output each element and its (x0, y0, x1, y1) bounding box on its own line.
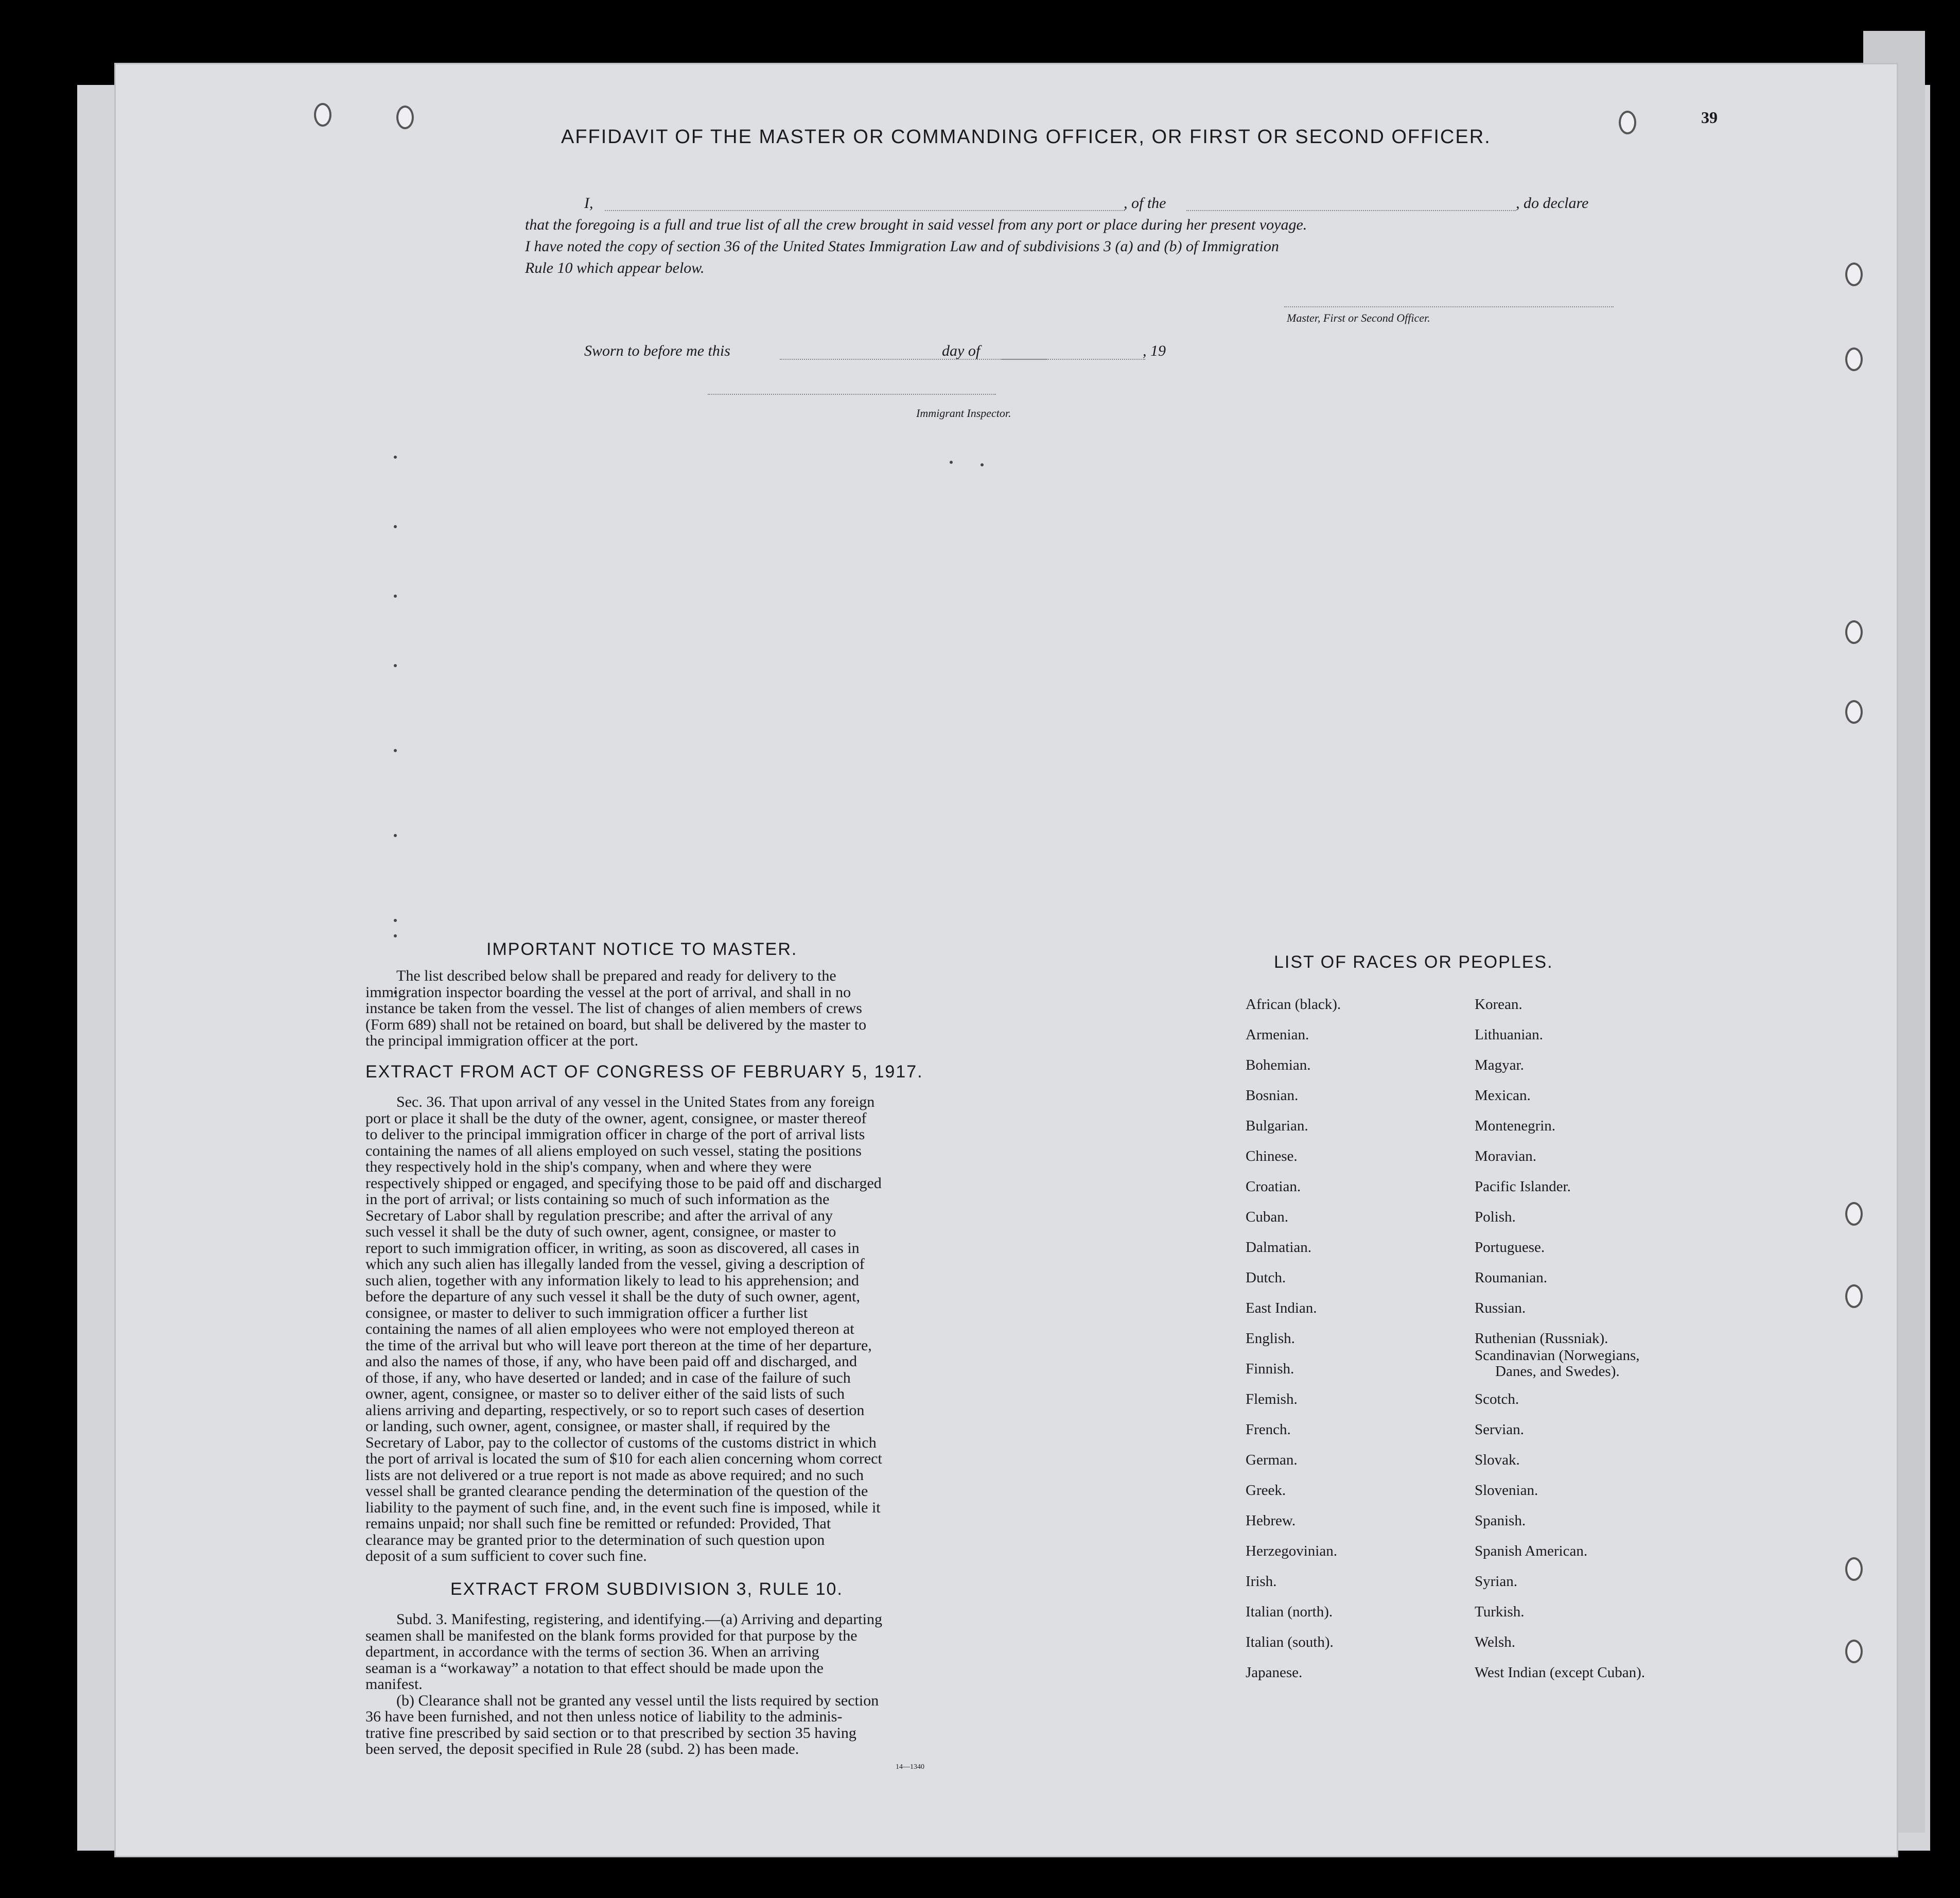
race-item: Slovak. (1475, 1452, 1520, 1468)
act-line: such alien, together with any information likely to lead to his apprehension; and (365, 1272, 859, 1289)
affidavit-i-label: I, (584, 195, 593, 212)
punch-hole (1845, 1557, 1863, 1581)
act-line: they respectively hold in the ship's company, when and where they were (365, 1158, 812, 1175)
race-item: West Indian (except Cuban). (1475, 1664, 1646, 1681)
notice-paragraph (365, 968, 960, 1049)
rule-line: 36 have been furnished, and not then unless notice of liability to the adminis- (365, 1708, 843, 1725)
race-item: Welsh. (1475, 1634, 1516, 1650)
race-item: Mexican. (1475, 1087, 1531, 1104)
race-item: Korean. (1475, 996, 1522, 1013)
race-item: French. (1246, 1421, 1291, 1438)
speck (394, 664, 397, 667)
act-extract-paragraph (365, 1094, 960, 1564)
master-signature-label: Master, First or Second Officer. (1287, 311, 1430, 324)
affidavit-declare-label: , do declare (1516, 195, 1589, 212)
race-item: African (black). (1246, 996, 1341, 1013)
race-item: Pacific Islander. (1475, 1178, 1571, 1195)
notice-line: (Form 689) shall not be retained on board, but shall be delivered by the master to (365, 1016, 867, 1033)
punch-hole (1845, 1640, 1863, 1663)
affidavit-title: AFFIDAVIT OF THE MASTER OR COMMANDING OFFICER, OR FIRST OR SECOND OFFICER. (561, 126, 1491, 148)
race-item: Roumanian. (1475, 1269, 1547, 1286)
race-item: Ruthenian (Russniak). (1475, 1330, 1608, 1347)
race-item: German. (1246, 1452, 1298, 1468)
race-item: Greek. (1246, 1482, 1286, 1499)
notice-line: instance be taken from the vessel. The list of changes of alien members of crews (365, 1000, 862, 1017)
punch-hole (314, 103, 331, 127)
speck (394, 834, 397, 837)
race-item: Scotch. (1475, 1391, 1519, 1407)
punch-hole (1845, 263, 1863, 286)
page-number: 39 (1701, 108, 1718, 127)
speck (394, 749, 397, 752)
race-item: Bosnian. (1246, 1087, 1299, 1104)
act-line: report to such immigration officer, in writing, as soon as discovered, all cases in (365, 1239, 860, 1257)
act-line: deposit of a sum sufficient to cover such fine. (365, 1547, 647, 1564)
act-extract-title: EXTRACT FROM ACT OF CONGRESS OF FEBRUARY 5, 1917. (365, 1062, 923, 1082)
race-item-line: Danes, and Swedes). (1495, 1363, 1620, 1380)
race-item: Italian (north). (1246, 1604, 1333, 1620)
race-item: Spanish American. (1475, 1543, 1588, 1559)
act-line: owner, agent, consignee, or master so to deliver either of the said lists of such (365, 1385, 845, 1402)
race-item: Bulgarian. (1246, 1118, 1308, 1134)
rule-line: seaman is a “workaway” a notation to that effect should be made upon the (365, 1659, 824, 1677)
race-item: East Indian. (1246, 1300, 1317, 1316)
inspector-label: Immigrant Inspector. (916, 407, 1011, 420)
punch-hole (396, 106, 414, 129)
form-number: 14—1340 (896, 1763, 924, 1771)
race-item: Japanese. (1246, 1664, 1303, 1681)
affidavit-of-the-label: , of the (1124, 195, 1166, 212)
act-line: Secretary of Labor shall by regulation prescribe; and after the arrival of any (365, 1207, 833, 1224)
act-line: respectively shipped or engaged, and specifying those to be paid off and discharged (365, 1174, 882, 1192)
race-item: Polish. (1475, 1209, 1516, 1225)
month-blank (1001, 359, 1145, 360)
act-line: before the departure of any such vessel it shall be the duty of such owner, agent, (365, 1288, 860, 1305)
act-line: such vessel it shall be the duty of such owner, agent, consignee, or master to (365, 1223, 836, 1240)
race-item: Finnish. (1246, 1361, 1294, 1377)
race-item: Lithuanian. (1475, 1026, 1543, 1043)
race-item: Hebrew. (1246, 1512, 1296, 1529)
race-item: Servian. (1475, 1421, 1524, 1438)
act-line: of those, if any, who have deserted or landed; and in case of the failure of such (365, 1369, 851, 1386)
act-line: clearance may be granted prior to the determination of such question upon (365, 1531, 825, 1548)
race-item: Italian (south). (1246, 1634, 1334, 1650)
race-item: English. (1246, 1330, 1295, 1347)
rule-line: manifest. (365, 1676, 423, 1693)
act-line: Secretary of Labor, pay to the collector of customs of the customs district in which (365, 1434, 877, 1451)
act-line: to deliver to the principal immigration officer in charge of the port of arrival lists (365, 1126, 865, 1143)
act-line: containing the names of all aliens employed on such vessel, stating the positions (365, 1142, 862, 1159)
race-item: Spanish. (1475, 1512, 1526, 1529)
race-item: Croatian. (1246, 1178, 1301, 1195)
act-line: in the port of arrival; or lists containing so much of such information as the (365, 1191, 830, 1208)
speck (950, 461, 953, 464)
rule-extract-paragraph (365, 1611, 960, 1757)
race-item: Dutch. (1246, 1269, 1286, 1286)
races-right-column (1475, 996, 1645, 1695)
notice-line: immigration inspector boarding the vessel at the port of arrival, and shall in no (365, 983, 851, 1001)
act-line: Sec. 36. That upon arrival of any vessel in the United States from any foreign (396, 1093, 875, 1110)
rule-line: seamen shall be manifested on the blank forms provided for that purpose by the (365, 1627, 857, 1644)
act-line: vessel shall be granted clearance pending the determination of the question of the (365, 1483, 868, 1500)
race-item-line: Scandinavian (Norwegians, (1475, 1347, 1640, 1364)
punch-hole (1619, 111, 1636, 134)
affidavit-line-2: that the foregoing is a full and true list of all the crew brought in said vessel from any port or place during her present voyage. (525, 216, 1307, 233)
race-item: Magyar. (1475, 1057, 1524, 1073)
race-item: Flemish. (1246, 1391, 1298, 1407)
act-line: lists are not delivered or a true report is not made as above required; and no such (365, 1466, 864, 1484)
race-item: Turkish. (1475, 1604, 1525, 1620)
inspector-signature-line (708, 394, 996, 395)
rule-line: department, in accordance with the terms of section 36. When an arriving (365, 1643, 819, 1660)
punch-hole (1845, 1202, 1863, 1226)
rule-line: trative fine prescribed by said section or to that prescribed by section 35 having (365, 1724, 856, 1742)
act-line: and also the names of those, if any, who have been paid off and discharged, and (365, 1353, 857, 1370)
year-label: , 19 (1143, 342, 1166, 359)
speck (981, 463, 984, 466)
sworn-label: Sworn to before me this (584, 342, 730, 359)
race-item: Portuguese. (1475, 1239, 1545, 1256)
speck (394, 595, 397, 598)
master-signature-line (1284, 306, 1614, 307)
rule-line: Subd. 3. Manifesting, registering, and identifying.—(a) Arriving and departing (396, 1611, 882, 1628)
race-item: Slovenian. (1475, 1482, 1538, 1499)
speck (394, 934, 397, 937)
act-line: the port of arrival is located the sum of $10 for each alien concerning whom correct (365, 1450, 882, 1467)
act-line: consignee, or master to deliver to such immigration officer a further list (365, 1304, 808, 1321)
affidavit-line-4: Rule 10 which appear below. (525, 259, 705, 276)
act-line: the time of the arrival but who will leave port thereon at the time of her departure, (365, 1336, 872, 1354)
act-line: liability to the payment of such fine, and, in the event such fine is imposed, while it (365, 1499, 881, 1516)
race-item: Montenegrin. (1475, 1118, 1556, 1134)
name-blank-line (605, 210, 1125, 211)
punch-hole (1845, 620, 1863, 644)
race-item: Chinese. (1246, 1148, 1298, 1164)
race-item: Cuban. (1246, 1209, 1288, 1225)
punch-hole (1845, 347, 1863, 371)
notice-line: The list described below shall be prepared and ready for delivery to the (396, 967, 836, 984)
races-left-column (1246, 996, 1341, 1695)
race-item: Russian. (1475, 1300, 1526, 1316)
act-line: aliens arriving and departing, respectively, or so to report such cases of desertion (365, 1401, 865, 1419)
race-item: Armenian. (1246, 1026, 1309, 1043)
rule-line: (b) Clearance shall not be granted any vessel until the lists required by section (396, 1692, 879, 1709)
punch-hole (1845, 700, 1863, 724)
notice-title: IMPORTANT NOTICE TO MASTER. (486, 939, 798, 959)
rule-line: been served, the deposit specified in Rule 28 (subd. 2) has been made. (365, 1740, 799, 1757)
notice-line: the principal immigration officer at the port. (365, 1032, 639, 1049)
race-item (1475, 1348, 1645, 1391)
document-page (116, 64, 1897, 1856)
race-item: Herzegovinian. (1246, 1543, 1337, 1559)
speck (394, 456, 397, 459)
act-line: containing the names of all alien employees who were not employed thereon at (365, 1320, 854, 1337)
speck (394, 919, 397, 922)
vessel-blank-line (1186, 210, 1516, 211)
act-line: port or place it shall be the duty of the owner, agent, consignee, or master thereof (365, 1109, 867, 1127)
race-item: Bohemian. (1246, 1057, 1311, 1073)
race-item: Moravian. (1475, 1148, 1536, 1164)
race-item: Syrian. (1475, 1573, 1517, 1590)
punch-hole (1845, 1284, 1863, 1308)
race-item: Dalmatian. (1246, 1239, 1312, 1256)
races-title: LIST OF RACES OR PEOPLES. (1274, 952, 1553, 972)
day-of-label: day of (942, 342, 981, 359)
race-item: Irish. (1246, 1573, 1277, 1590)
speck (394, 525, 397, 528)
act-line: or landing, such owner, agent, consignee, or master shall, if required by the (365, 1418, 830, 1435)
rule-extract-title: EXTRACT FROM SUBDIVISION 3, RULE 10. (450, 1579, 843, 1599)
act-line: remains unpaid; nor shall such fine be remitted or refunded: Provided, That (365, 1515, 831, 1532)
act-line: which any such alien has illegally landed from the vessel, giving a description of (365, 1256, 865, 1273)
affidavit-line-3: I have noted the copy of section 36 of the United States Immigration Law and of subdivisions 3 (a) and (b) of Immigration (525, 238, 1279, 255)
